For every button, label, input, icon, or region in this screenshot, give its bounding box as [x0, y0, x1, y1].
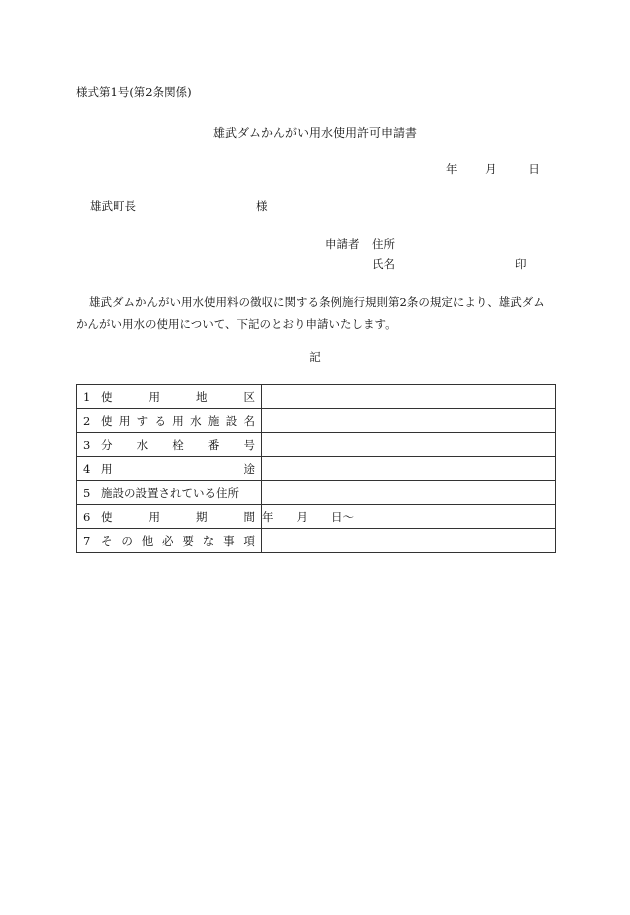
row-number: 1 [83, 389, 91, 404]
row-label: そ の 他 必 要 な 事 項 [101, 533, 255, 548]
row-label: 使 用 期 間 [101, 509, 255, 524]
date-year: 年 [446, 162, 458, 176]
row-label-cell [77, 457, 262, 481]
row-value-field[interactable] [262, 433, 556, 457]
row-label: 施設の設置されている住所 [101, 485, 239, 500]
row-label-cell [77, 409, 262, 433]
row-label-cell [77, 433, 262, 457]
table-row [77, 481, 556, 505]
table-row [77, 409, 556, 433]
addressee-honorific: 様 [256, 199, 268, 213]
row-label: 使 用 地 区 [101, 389, 255, 404]
row-label: 用 途 [101, 461, 255, 476]
row-value-field[interactable] [262, 457, 556, 481]
row-number: 6 [83, 509, 91, 524]
table-row [77, 433, 556, 457]
ki-heading: 記 [309, 350, 321, 364]
row-value-field[interactable] [262, 529, 556, 553]
items-table [76, 384, 556, 553]
row-label: 分 水 栓 番 号 [101, 437, 255, 452]
row-value-field[interactable] [262, 385, 556, 409]
row-number: 2 [83, 413, 91, 428]
table-row [77, 457, 556, 481]
addressee-name: 雄武町長 [90, 199, 136, 213]
row-number: 4 [83, 461, 91, 476]
document-title: 雄武ダムかんがい用水使用許可申請書 [212, 126, 417, 140]
applicant-address-label: 住所 [372, 237, 395, 251]
row-label-cell [77, 529, 262, 553]
row-value-field[interactable] [262, 409, 556, 433]
body-paragraph: 雄武ダムかんがい用水使用料の徴収に関する条例施行規則第2条の規定により、雄武ダムかんがい用水の使用について、下記のとおり申請いたします。 [76, 295, 545, 331]
table-row [77, 505, 556, 529]
table-row [77, 385, 556, 409]
row-value-field[interactable]: 年 月 日～ [262, 505, 556, 529]
row-label-cell [77, 385, 262, 409]
seal-mark: 印 [515, 257, 527, 271]
row-label: 使 用 す る 用 水 施 設 名 [101, 413, 255, 428]
row-label-cell [77, 481, 262, 505]
date-day: 日 [528, 162, 540, 176]
row-label-cell [77, 505, 262, 529]
date-line [446, 161, 540, 177]
row-value-field[interactable] [262, 481, 556, 505]
table-row [77, 529, 556, 553]
applicant-label: 申請者 [325, 237, 360, 251]
applicant-name-label: 氏名 [372, 257, 395, 271]
row-number: 5 [83, 485, 91, 500]
row-number: 7 [83, 533, 91, 548]
date-month: 月 [485, 162, 497, 176]
row-number: 3 [83, 437, 91, 452]
form-number: 様式第1号(第2条関係) [76, 85, 192, 99]
